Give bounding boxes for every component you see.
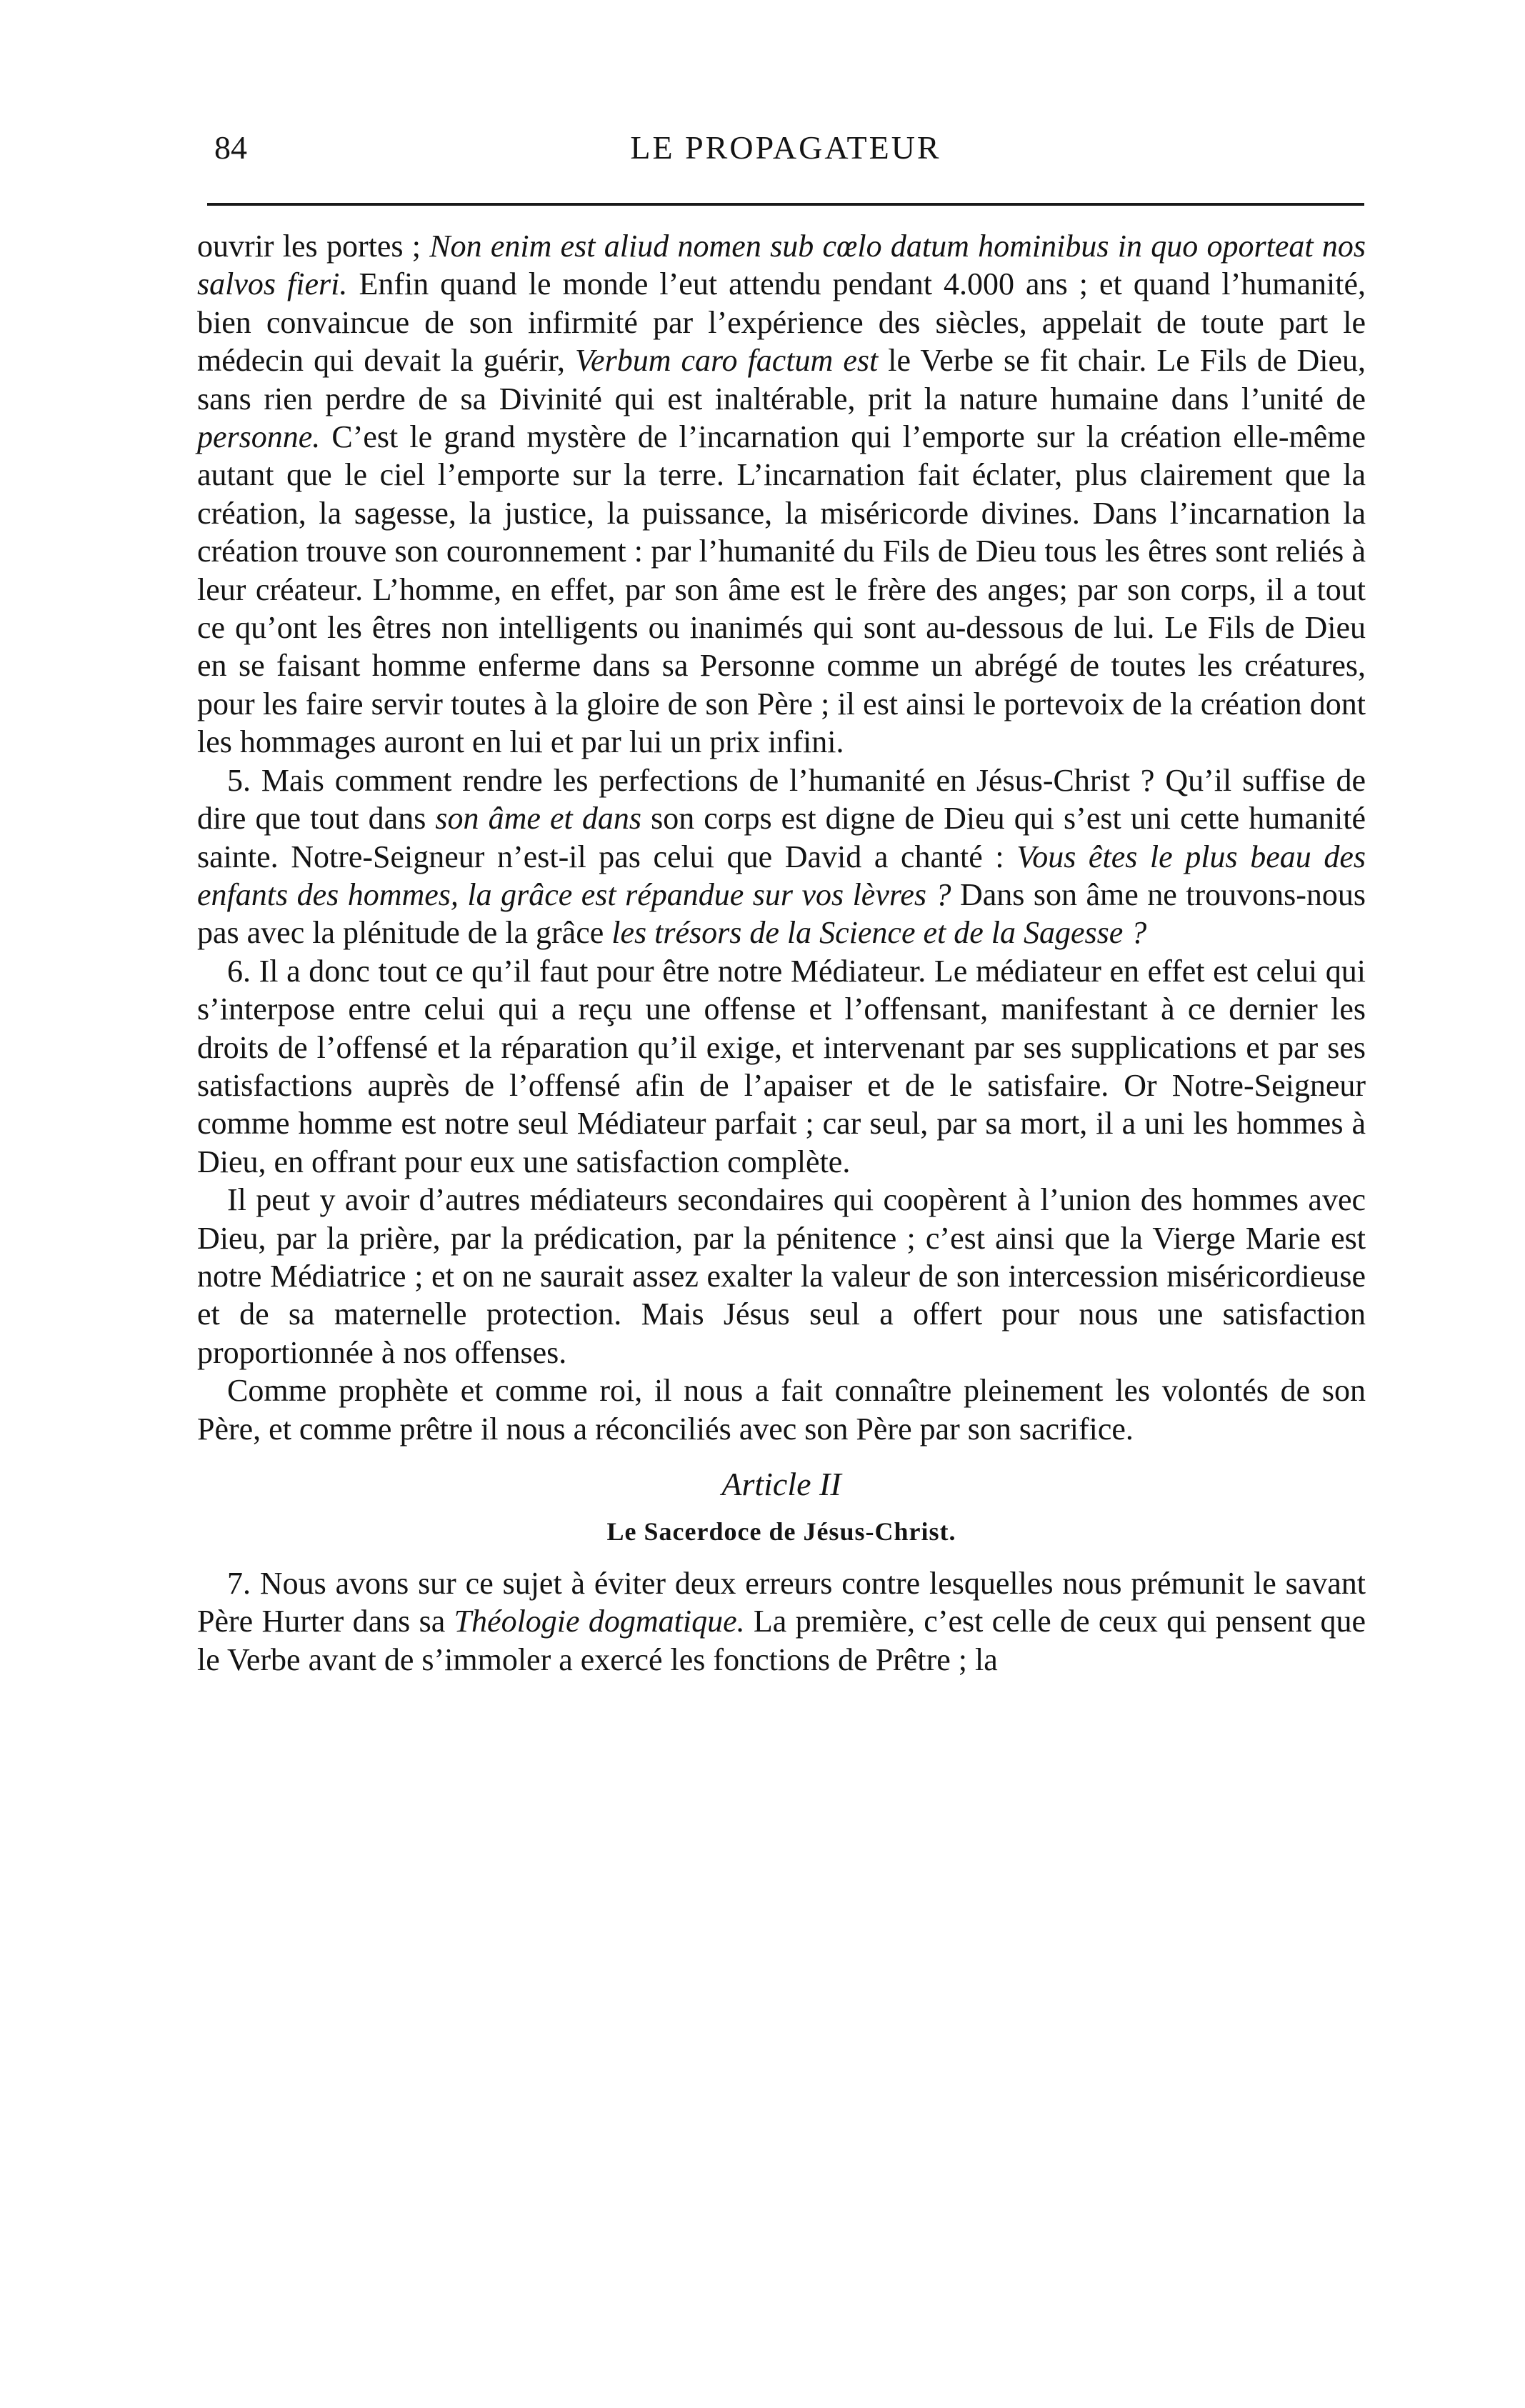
- paragraph-mediators: Il peut y avoir d’autres médiateurs secondaires qui coopèrent à l’union des hommes avec Dieu, par la prière, par la prédication, par la pénitence ; c’est ainsi que la Vierge Marie est notre Médiatrice ; et on ne saurait assez exalter la valeur de son intercession miséricordieuse et de sa maternelle protection. Mais Jésus seul a offert pour nous une satisfaction proportionnée à nos offenses.: [197, 1182, 1366, 1370]
- psalm-quote: Vous êtes le plus beau des enfants des hommes, la grâce est répandue sur vos lèvres ?: [197, 839, 1366, 912]
- latin-quote: Verbum caro factum est: [575, 343, 879, 379]
- paragraph-incarnation: ouvrir les portes ; Non enim est aliud nomen sub cœlo datum hominibus in quo oporteat nos salvos fieri. Enfin quand le monde l’eut attendu pendant 4.000 ans ; et quand l’humanité, bien convaincue de son infirmité par l’expérience des siècles, appelait de toute part le médecin qui devait la guérir, Verbum caro factum est le Verbe se fit chair. Le Fils de Dieu, sans rien perdre de sa Divinité qui est inaltérable, prit la nature humaine dans l’unité de personne. C’est le grand mystère de l’incarnation qui l’emporte sur la création elle-même autant que le ciel l’emporte sur la terre. L’incarnation fait éclater, plus clairement que la création, la sagesse, la justice, la puissance, la miséricorde divines. Dans l’incarnation la création trouve son couronnement : par l’humanité du Fils de Dieu tous les êtres sont reliés à leur créateur. L’homme, en effet, par son âme est le frère des anges; par son corps, il a tout ce qu’ont les êtres non intelligents ou inanimés qui sont au-dessous de lui. Le Fils de Dieu en se faisant homme enferme dans sa Personne comme un abrégé de toutes les créatures, pour les faire servir toutes à la gloire de son Père ; il est ainsi le portevoix de la création dont les hommages auront en lui et par lui un prix infini.: [197, 229, 1366, 760]
- page-number: 84: [214, 129, 247, 166]
- running-title: LE PROPAGATEUR: [630, 129, 941, 166]
- header-rule: [207, 203, 1364, 206]
- paragraph-prophet-king-priest: Comme prophète et comme roi, il nous a fait connaître pleinement les volontés de son Père, et comme prêtre il nous a réconciliés avec son Père par son sacrifice.: [197, 1373, 1366, 1447]
- italic-word: personne.: [197, 419, 321, 455]
- paragraph-7: 7. Nous avons sur ce sujet à éviter deux erreurs contre lesquelles nous prémunit le savant Père Hurter dans sa Théologie dogmatique. La première, c’est celle de ceux qui pensent que le Verbe avant de s’immoler a exercé les fonctions de Prêtre ; la: [197, 1565, 1366, 1677]
- article-heading: Article II: [721, 1466, 841, 1502]
- latin-quote: Non enim est aliud nomen sub cœlo datum hominibus in quo oporteat nos salvos fieri.: [197, 229, 1366, 302]
- paragraph-6: 6. Il a donc tout ce qu’il faut pour être notre Médiateur. Le médiateur en effet est celui qui s’interpose entre celui qui a reçu une offense et l’offensant, manifestant à ce dernier les droits de l’offensé et la réparation qu’il exige, et intervenant par ses supplications et par ses satisfactions auprès de l’offensé afin de l’apaiser et de le satisfaire. Or Notre-Seigneur comme homme est notre seul Médiateur parfait ; car seul, par sa mort, il a uni les hommes à Dieu, en offrant pour eux une satisfaction complète.: [197, 953, 1366, 1179]
- page-header: [207, 123, 1364, 173]
- article-subtitle: Le Sacerdoce de Jésus-Christ.: [606, 1517, 956, 1547]
- paragraph-5: 5. Mais comment rendre les perfections de l’humanité en Jésus-Christ ? Qu’il suffise de dire que tout dans son âme et dans son corps est digne de Dieu qui s’est uni cette humanité sainte. Notre-Seigneur n’est-il pas celui que David a chanté : Vous êtes le plus beau des enfants des hommes, la grâce est répandue sur vos lèvres ? Dans son âme ne trouvons-nous pas avec la plénitude de la grâce les trésors de la Science et de la Sagesse ?: [197, 762, 1366, 951]
- body-text: [197, 227, 1366, 1679]
